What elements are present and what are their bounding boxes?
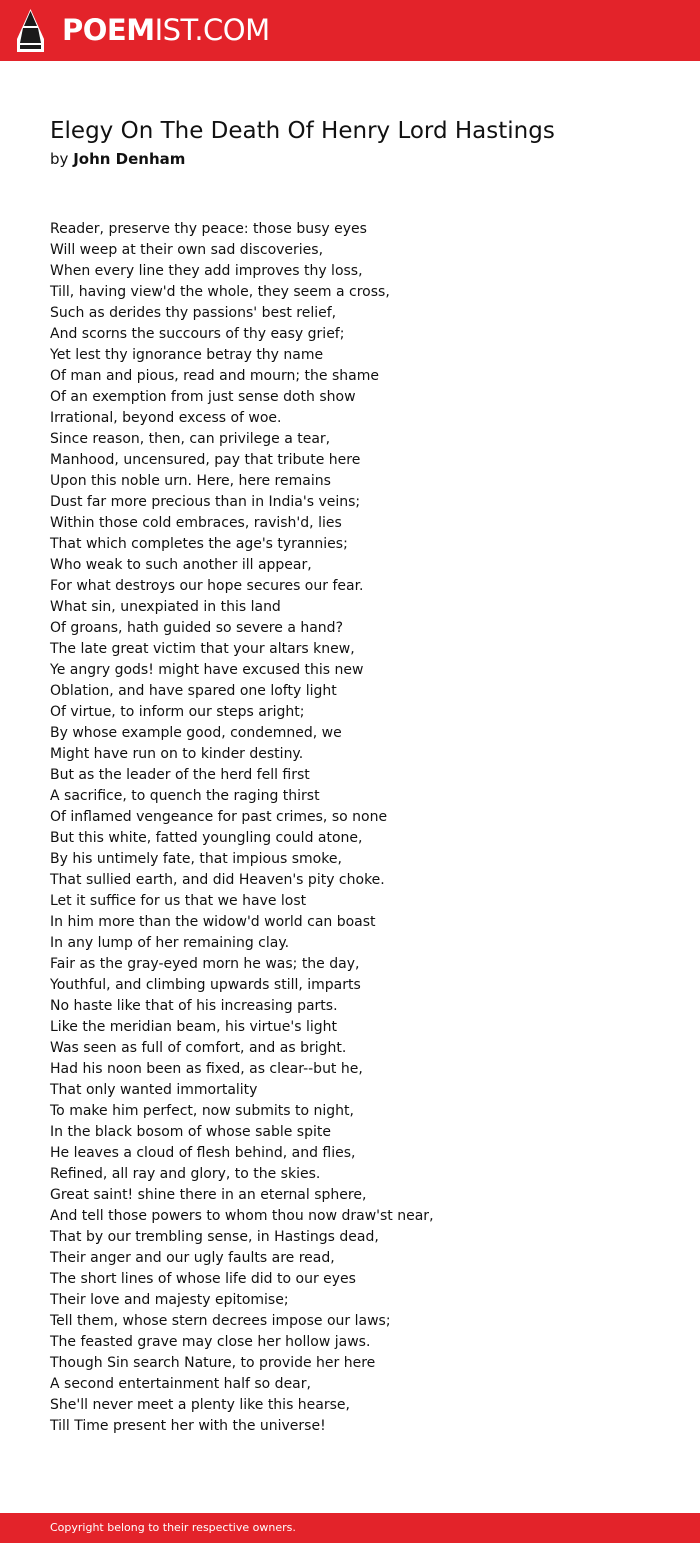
poem-line: Since reason, then, can privilege a tear, bbox=[50, 431, 331, 447]
poem-line: He leaves a cloud of flesh behind, and flies, bbox=[50, 1145, 356, 1161]
poem-line: Of groans, hath guided so severe a hand? bbox=[50, 620, 343, 636]
site-header bbox=[0, 0, 700, 61]
poem-line: That which completes the age's tyrannies; bbox=[50, 536, 348, 552]
poem-title: Elegy On The Death Of Henry Lord Hastings bbox=[50, 118, 555, 144]
poem-line: For what destroys our hope secures our fear. bbox=[50, 578, 364, 594]
poem-line: The late great victim that your altars knew, bbox=[50, 641, 355, 657]
poem-line: The short lines of whose life did to our eyes bbox=[50, 1271, 356, 1287]
poem-line: Youthful, and climbing upwards still, imparts bbox=[50, 977, 361, 993]
poem-line: That sullied earth, and did Heaven's pity choke. bbox=[50, 872, 385, 888]
poem-line: In any lump of her remaining clay. bbox=[50, 935, 290, 951]
poem-line: Ye angry gods! might have excused this new bbox=[50, 662, 364, 678]
poem-line: Within those cold embraces, ravish'd, lies bbox=[50, 515, 342, 531]
poem-line: Yet lest thy ignorance betray thy name bbox=[50, 347, 324, 363]
poem-line: No haste like that of his increasing parts. bbox=[50, 998, 338, 1014]
poem-line: To make him perfect, now submits to night, bbox=[50, 1103, 354, 1119]
poem-line: The feasted grave may close her hollow jaws. bbox=[50, 1334, 371, 1350]
poem-line: Manhood, uncensured, pay that tribute here bbox=[50, 452, 361, 468]
poem-line: Will weep at their own sad discoveries, bbox=[50, 242, 324, 258]
poem-line: That only wanted immortality bbox=[50, 1082, 258, 1098]
poem-line: Upon this noble urn. Here, here remains bbox=[50, 473, 331, 489]
poem-author: John Denham bbox=[73, 150, 186, 168]
poem-line: Though Sin search Nature, to provide her here bbox=[50, 1355, 376, 1371]
pencil-tip-icon[interactable] bbox=[17, 9, 44, 52]
logo-bold-text: POEM bbox=[62, 13, 155, 47]
poem-line: And tell those powers to whom thou now draw'st near, bbox=[50, 1208, 434, 1224]
copyright-text: Copyright belong to their respective owners. bbox=[50, 1521, 296, 1534]
poem-byline bbox=[50, 148, 185, 170]
poem-line: Irrational, beyond excess of woe. bbox=[50, 410, 282, 426]
poem-line: Tell them, whose stern decrees impose our laws; bbox=[50, 1313, 391, 1329]
byline-prefix: by bbox=[50, 150, 69, 168]
poem-line: Oblation, and have spared one lofty light bbox=[50, 683, 337, 699]
poem-line: By whose example good, condemned, we bbox=[50, 725, 342, 741]
poem-line: Of man and pious, read and mourn; the shame bbox=[50, 368, 379, 384]
poem-line: In the black bosom of whose sable spite bbox=[50, 1124, 331, 1140]
poem-line: Such as derides thy passions' best relief, bbox=[50, 305, 337, 321]
poem-line: Their anger and our ugly faults are read, bbox=[50, 1250, 335, 1266]
poem-line: Of an exemption from just sense doth show bbox=[50, 389, 356, 405]
poem-line: Of inflamed vengeance for past crimes, so none bbox=[50, 809, 388, 825]
poem-line: A sacrifice, to quench the raging thirst bbox=[50, 788, 320, 804]
poem-line: By his untimely fate, that impious smoke, bbox=[50, 851, 342, 867]
poem-line: Reader, preserve thy peace: those busy eyes bbox=[50, 221, 367, 237]
site-footer bbox=[0, 1513, 700, 1543]
poem-line: Till, having view'd the whole, they seem a cross, bbox=[50, 284, 390, 300]
poem-line: Of virtue, to inform our steps aright; bbox=[50, 704, 305, 720]
logo-light-text: IST.COM bbox=[154, 13, 270, 47]
poem-line: When every line they add improves thy loss, bbox=[50, 263, 363, 279]
poem-line: Dust far more precious than in India's veins; bbox=[50, 494, 361, 510]
poem-line: Their love and majesty epitomise; bbox=[50, 1292, 289, 1308]
poem-line: Fair as the gray-eyed morn he was; the day, bbox=[50, 956, 360, 972]
poem-line: In him more than the widow'd world can boast bbox=[50, 914, 376, 930]
site-logo[interactable] bbox=[62, 13, 270, 47]
poem-line: A second entertainment half so dear, bbox=[50, 1376, 311, 1392]
poem-line: Refined, all ray and glory, to the skies. bbox=[50, 1166, 321, 1182]
poem-line: But as the leader of the herd fell first bbox=[50, 767, 310, 783]
poem-line: That by our trembling sense, in Hastings dead, bbox=[50, 1229, 379, 1245]
poem-line: But this white, fatted youngling could atone, bbox=[50, 830, 363, 846]
poem-body bbox=[50, 219, 650, 1437]
poem-line: Like the meridian beam, his virtue's light bbox=[50, 1019, 338, 1035]
poem-line: Let it suffice for us that we have lost bbox=[50, 893, 307, 909]
poem-line: Was seen as full of comfort, and as bright. bbox=[50, 1040, 347, 1056]
poem-line: And scorns the succours of thy easy grief; bbox=[50, 326, 345, 342]
poem-line: Till Time present her with the universe! bbox=[50, 1418, 326, 1434]
poem-line: Great saint! shine there in an eternal sphere, bbox=[50, 1187, 367, 1203]
poem-line: Who weak to such another ill appear, bbox=[50, 557, 312, 573]
poem-line: She'll never meet a plenty like this hearse, bbox=[50, 1397, 350, 1413]
poem-line: Might have run on to kinder destiny. bbox=[50, 746, 304, 762]
poem-line: What sin, unexpiated in this land bbox=[50, 599, 281, 615]
poem-line: Had his noon been as fixed, as clear--but he, bbox=[50, 1061, 363, 1077]
